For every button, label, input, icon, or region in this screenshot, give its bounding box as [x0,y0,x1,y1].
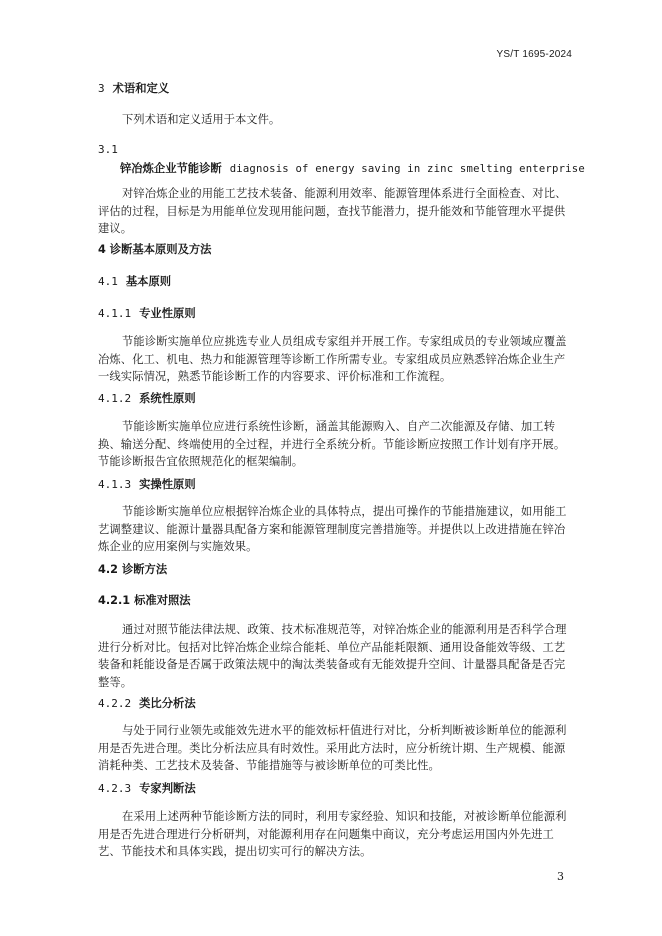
section-4-1-1-text: 节能诊断实施单位应挑选专业人员组成专家组并开展工作。专家组成员的专业领域应覆盖冶炼、化工、机电、热力和能源管理等诊断工作所需专业。专家组成员应熟悉锌冶炼企业生产一线实际情况，熟悉节能诊断工作的内容要求、评价标准和工作流程。 [98,335,567,383]
term-english: diagnosis of energy saving in zinc smelting enterprise [229,163,585,175]
section-4-2-2-text: 与处于同行业领先或能效先进水平的能效标杆值进行对比，分析判断被诊断单位的能源利用是否先进合理。类比分析法应具有时效性。采用此方法时，应分析统计期、生产规模、能源消耗种类、工艺技术及装备、节能措施等与被诊断单位的可类比性。 [98,724,567,772]
section-4-1-3-heading: 4.1.3 实操性原则 [98,478,196,491]
section-3-intro: 下列术语和定义适用于本文件。 [122,113,281,126]
section-4-1-2-heading: 4.1.2 系统性原则 [98,392,196,405]
term-heading [120,160,585,176]
term-number: 3.1 [98,143,118,156]
section-4-2-2-heading: 4.2.2 类比分析法 [98,697,196,710]
term-chinese: 锌冶炼企业节能诊断 [120,162,222,175]
section-4-1-2-text: 节能诊断实施单位应进行系统性诊断，涵盖其能源购入、自产二次能源及存储、加工转换、输送分配、终端使用的全过程，并进行全系统分析。节能诊断应按照工作计划有序开展。节能诊断报告宜依照规范化的框架编制。 [98,420,566,468]
section-4-1-heading: 4.1 基本原则 [98,275,172,288]
section-3-heading [98,80,169,96]
section-4-1-3-text: 节能诊断实施单位应根据锌冶炼企业的具体特点，提出可操作的节能措施建议，如用能工艺调整建议、能源计量器具配备方案和能源管理制度完善措施等。并提供以上改进措施在锌冶炼企业的应用案例与实施效果。 [98,505,567,553]
section-4-2-heading: 4.2 诊断方法 [98,563,168,576]
standard-code: YS/T 1695-2024 [496,49,572,60]
section-4-2-1-text: 通过对照节能法律法规、政策、技术标准规范等，对锌冶炼企业的能源利用是否科学合理进行分析对比。包括对比锌冶炼企业综合能耗、单位产品能耗限额、通用设备能效等级、工艺装备和耗能设备是否属于政策法规中的淘汰类装备或有无能效提升空间、计量器具配备是否完整等。 [98,623,567,689]
section-4-2-1-heading: 4.2.1 标准对照法 [98,594,191,607]
section-title: 术语和定义 [112,82,170,95]
section-number: 3 [98,82,105,95]
section-4-2-3-text: 在采用上述两种节能诊断方法的同时，利用专家经验、知识和技能，对被诊断单位能源利用是否先进合理进行分析研判，对能源利用存在问题集中商议，充分考虑运用国内外先进工艺、节能技术和具体实践，提出切实可行的解决方法。 [98,810,567,858]
section-4-2-3-heading: 4.2.3 专家判断法 [98,782,196,795]
term-definition: 对锌冶炼企业的用能工艺技术装备、能源利用效率、能源管理体系进行全面检查、对比、评估的过程，目标是为用能单位发现用能问题，查找节能潜力，提升能效和节能管理水平提供建议。 [98,187,567,235]
section-4-heading: 4 诊断基本原则及方法 [98,243,212,256]
section-4-1-1-heading: 4.1.1 专业性原则 [98,307,196,320]
page-number: 3 [557,870,564,883]
